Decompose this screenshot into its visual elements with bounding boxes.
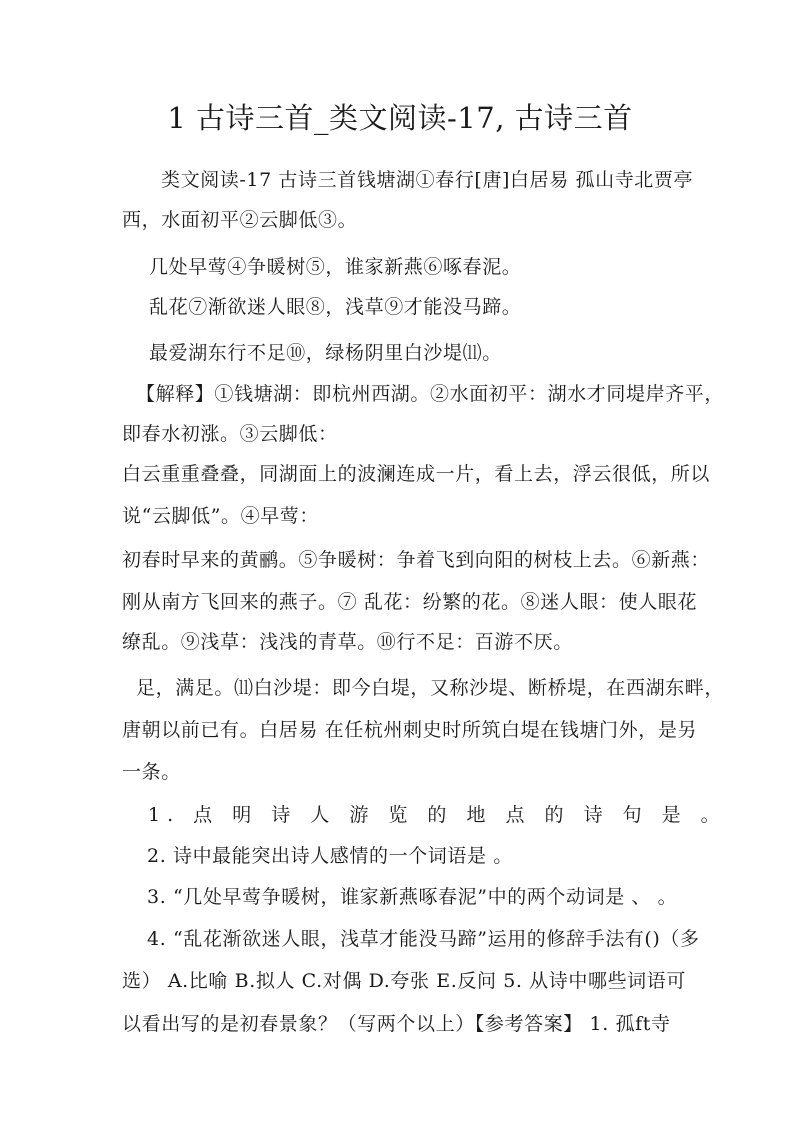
question-4: 4. “乱花渐欲迷人眼，浅草才能没马蹄”运用的修辞手法有()（多 — [147, 928, 700, 950]
body-line: 唐朝以前已有。白居易 在任杭州刺史时所筑白堤在钱塘门外，是另 — [122, 719, 698, 741]
body-line: 刚从南方飞回来的燕子。⑦ 乱花：纷繁的花。⑧迷人眼：使人眼花 — [122, 591, 698, 613]
question-2: 2. 诗中最能突出诗人感情的一个词语是 。 — [147, 845, 513, 867]
body-line: 一条。 — [122, 761, 181, 783]
body-line: 【解释】①钱塘湖：即杭州西湖。②水面初平：湖水才同堤岸齐平， — [136, 383, 725, 405]
body-line: 即春水初涨。③云脚低： — [122, 423, 338, 445]
question-1: 1. 点 明 诗 人 游 览 的 地 点 的 诗 句 是 。 — [148, 804, 727, 826]
body-line: 西，水面初平②云脚低③。 — [122, 209, 358, 231]
question-3: 3. “几处早莺争暖树，谁家新燕啄春泥”中的两个动词是 、 。 — [147, 886, 678, 908]
body-line: 选） A.比喻 B.拟人 C.对偶 D.夸张 E.反问 5. 从诗中哪些词语可 — [122, 970, 686, 992]
poem-line: 最爱湖东行不足⑩，绿杨阴里白沙堤⑾。 — [149, 342, 502, 364]
body-line: 缭乱。⑨浅草：浅浅的青草。⑩行不足：百游不厌。 — [122, 631, 573, 653]
poem-line: 几处早莺④争暖树⑤，谁家新燕⑥啄春泥。 — [149, 256, 522, 278]
body-line: 类文阅读-17 古诗三首钱塘湖①春行[唐]白居易 孤山寺北贾亭 — [161, 169, 694, 191]
body-line: 说“云脚低”。④早莺： — [122, 505, 320, 527]
body-line: 以看出写的是初春景象？（写两个以上）【参考答案】 1. 孤ft寺 — [122, 1013, 671, 1035]
document-title: 1 古诗三首_类文阅读-17, 古诗三首 — [167, 101, 633, 135]
body-line: 足，满足。⑾白沙堤：即今白堤，又称沙堤、断桥堤，在西湖东畔， — [136, 677, 725, 699]
poem-line: 乱花⑦渐欲迷人眼⑧，浅草⑨才能没马蹄。 — [149, 296, 522, 318]
body-line: 初春时早来的黄鹂。⑤争暖树：争着飞到向阳的树枝上去。⑥新燕： — [122, 549, 711, 571]
body-line: 白云重重叠叠，同湖面上的波澜连成一片，看上去，浮云很低，所以 — [122, 463, 711, 485]
